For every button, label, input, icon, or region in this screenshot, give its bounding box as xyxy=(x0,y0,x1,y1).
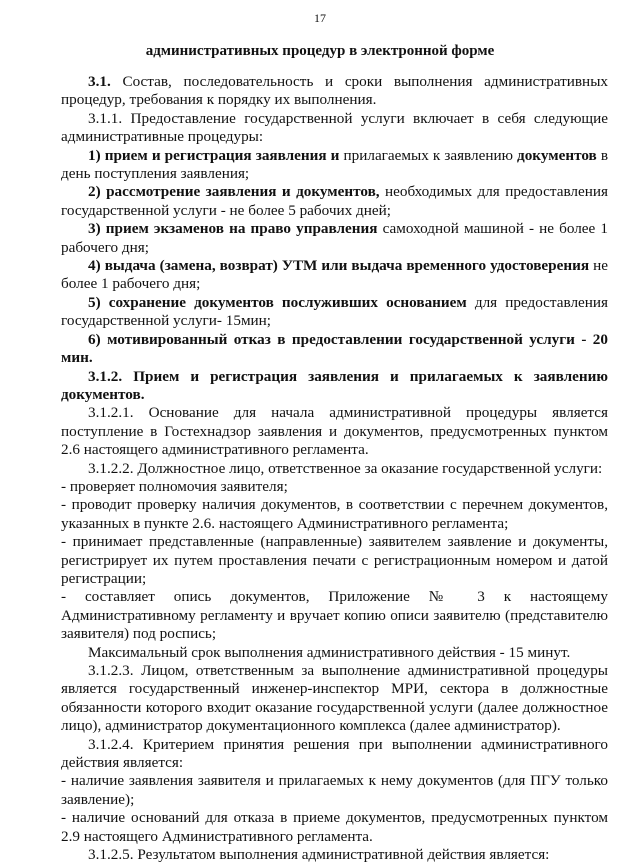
text-run: в день поступления заявления; xyxy=(61,146,608,183)
text-run: прилагаемых к заявлению xyxy=(339,146,518,164)
text-run: необходимых для предоставления государственной услуги - не более 5 рабочих дней; xyxy=(61,183,608,219)
paragraph xyxy=(61,736,608,773)
paragraph xyxy=(61,644,608,662)
bold-text: 6) мотивированный отказ в предоставлении государственной услуги - 20 мин. xyxy=(61,330,608,367)
bold-text: 2) рассмотрение заявления и документов, xyxy=(88,183,380,201)
text-run: 3.1.1. Предоставление государственной услуги включает в себя следующие административные процедуры: xyxy=(61,109,608,146)
bold-text: документов xyxy=(517,146,597,164)
text-run: 3.1.2.3. Лицом, ответственным за выполнение административной процедуры является государственный инженер-инспектор МРИ, сектора в должностные обязанности которого входит оказание государственной услуги (далее должностное лицо), администратор документационного комплекса (далее администратор). xyxy=(61,662,608,735)
paragraph xyxy=(61,73,608,110)
text-run: - наличие оснований для отказа в приеме документов, предусмотренных пунктом 2.9 настоящего Административного регламента. xyxy=(61,809,608,845)
paragraph xyxy=(61,533,608,588)
text-run: - принимает представленные (направленные) заявителем заявление и документы, регистрирует их путем проставления печати с регистрационным номером и датой регистрации; xyxy=(61,533,608,587)
page-number: 17 xyxy=(314,11,326,25)
paragraph xyxy=(61,110,608,147)
text-run: для предоставления государственной услуги- 15мин; xyxy=(61,293,609,330)
paragraph xyxy=(61,331,608,368)
paragraph xyxy=(61,257,608,294)
paragraph xyxy=(61,368,608,405)
bold-text: 1) прием и регистрация заявления и xyxy=(88,146,340,164)
text-run: самоходной машиной - не более 1 рабочего дня; xyxy=(61,220,608,256)
text-run: 3.1.2.1. Основание для начала административной процедуры является поступление в Гостехнадзор заявления и документов, предусмотренных пунктом 2.6 настоящего административного регламента. xyxy=(61,404,608,459)
text-run: 3.1.2.5. Результатом выполнения административной действия является: xyxy=(88,846,550,864)
paragraph xyxy=(61,220,608,257)
text-run: 3.1.2.4. Критерием принятия решения при выполнении административного действия является: xyxy=(61,735,608,772)
paragraph xyxy=(61,478,608,496)
text-run: Максимальный срок выполнения административного действия - 15 минут. xyxy=(88,643,571,661)
paragraph xyxy=(61,183,608,220)
document-body xyxy=(61,73,608,864)
paragraph xyxy=(61,294,608,331)
bold-text: 3.1. xyxy=(88,73,111,90)
bold-text: 3.1.2. Прием и регистрация заявления и прилагаемых к заявлению документов. xyxy=(61,367,608,403)
text-run: - составляет опись документов, Приложение № 3 к настоящему Административному регламенту и вручает копию описи заявителю (представителю заявителя) под роспись; xyxy=(61,588,608,643)
section-heading: административных процедур в электронной форме xyxy=(145,43,495,59)
text-run: Состав, последовательность и сроки выполнения административных процедур, требования к порядку их выполнения. xyxy=(61,73,608,109)
bold-text: 3) прием экзаменов на право управления xyxy=(88,220,378,238)
bold-text: 5) сохранение документов послуживших основанием xyxy=(88,293,467,311)
paragraph xyxy=(61,147,608,184)
paragraph xyxy=(61,588,608,643)
paragraph xyxy=(61,404,608,459)
text-run: - проверяет полномочия заявителя; xyxy=(61,477,288,495)
paragraph xyxy=(61,662,608,736)
paragraph xyxy=(61,846,608,864)
text-run: - проводит проверку наличия документов, в соответствии с перечнем документов, указанных в пункте 2.6. настоящего Административного регламента; xyxy=(61,496,608,532)
paragraph xyxy=(61,496,608,533)
text-run: не более 1 рабочего дня; xyxy=(61,257,608,293)
paragraph xyxy=(61,809,608,846)
paragraph xyxy=(61,772,608,809)
paragraph xyxy=(61,460,608,478)
bold-text: 4) выдача (замена, возврат) УТМ или выдача временного удостоверения xyxy=(88,257,590,275)
text-run: 3.1.2.2. Должностное лицо, ответственное за оказание государственной услуги: xyxy=(88,459,603,477)
text-run: - наличие заявления заявителя и прилагаемых к нему документов (для ПГУ только заявление); xyxy=(61,772,608,808)
